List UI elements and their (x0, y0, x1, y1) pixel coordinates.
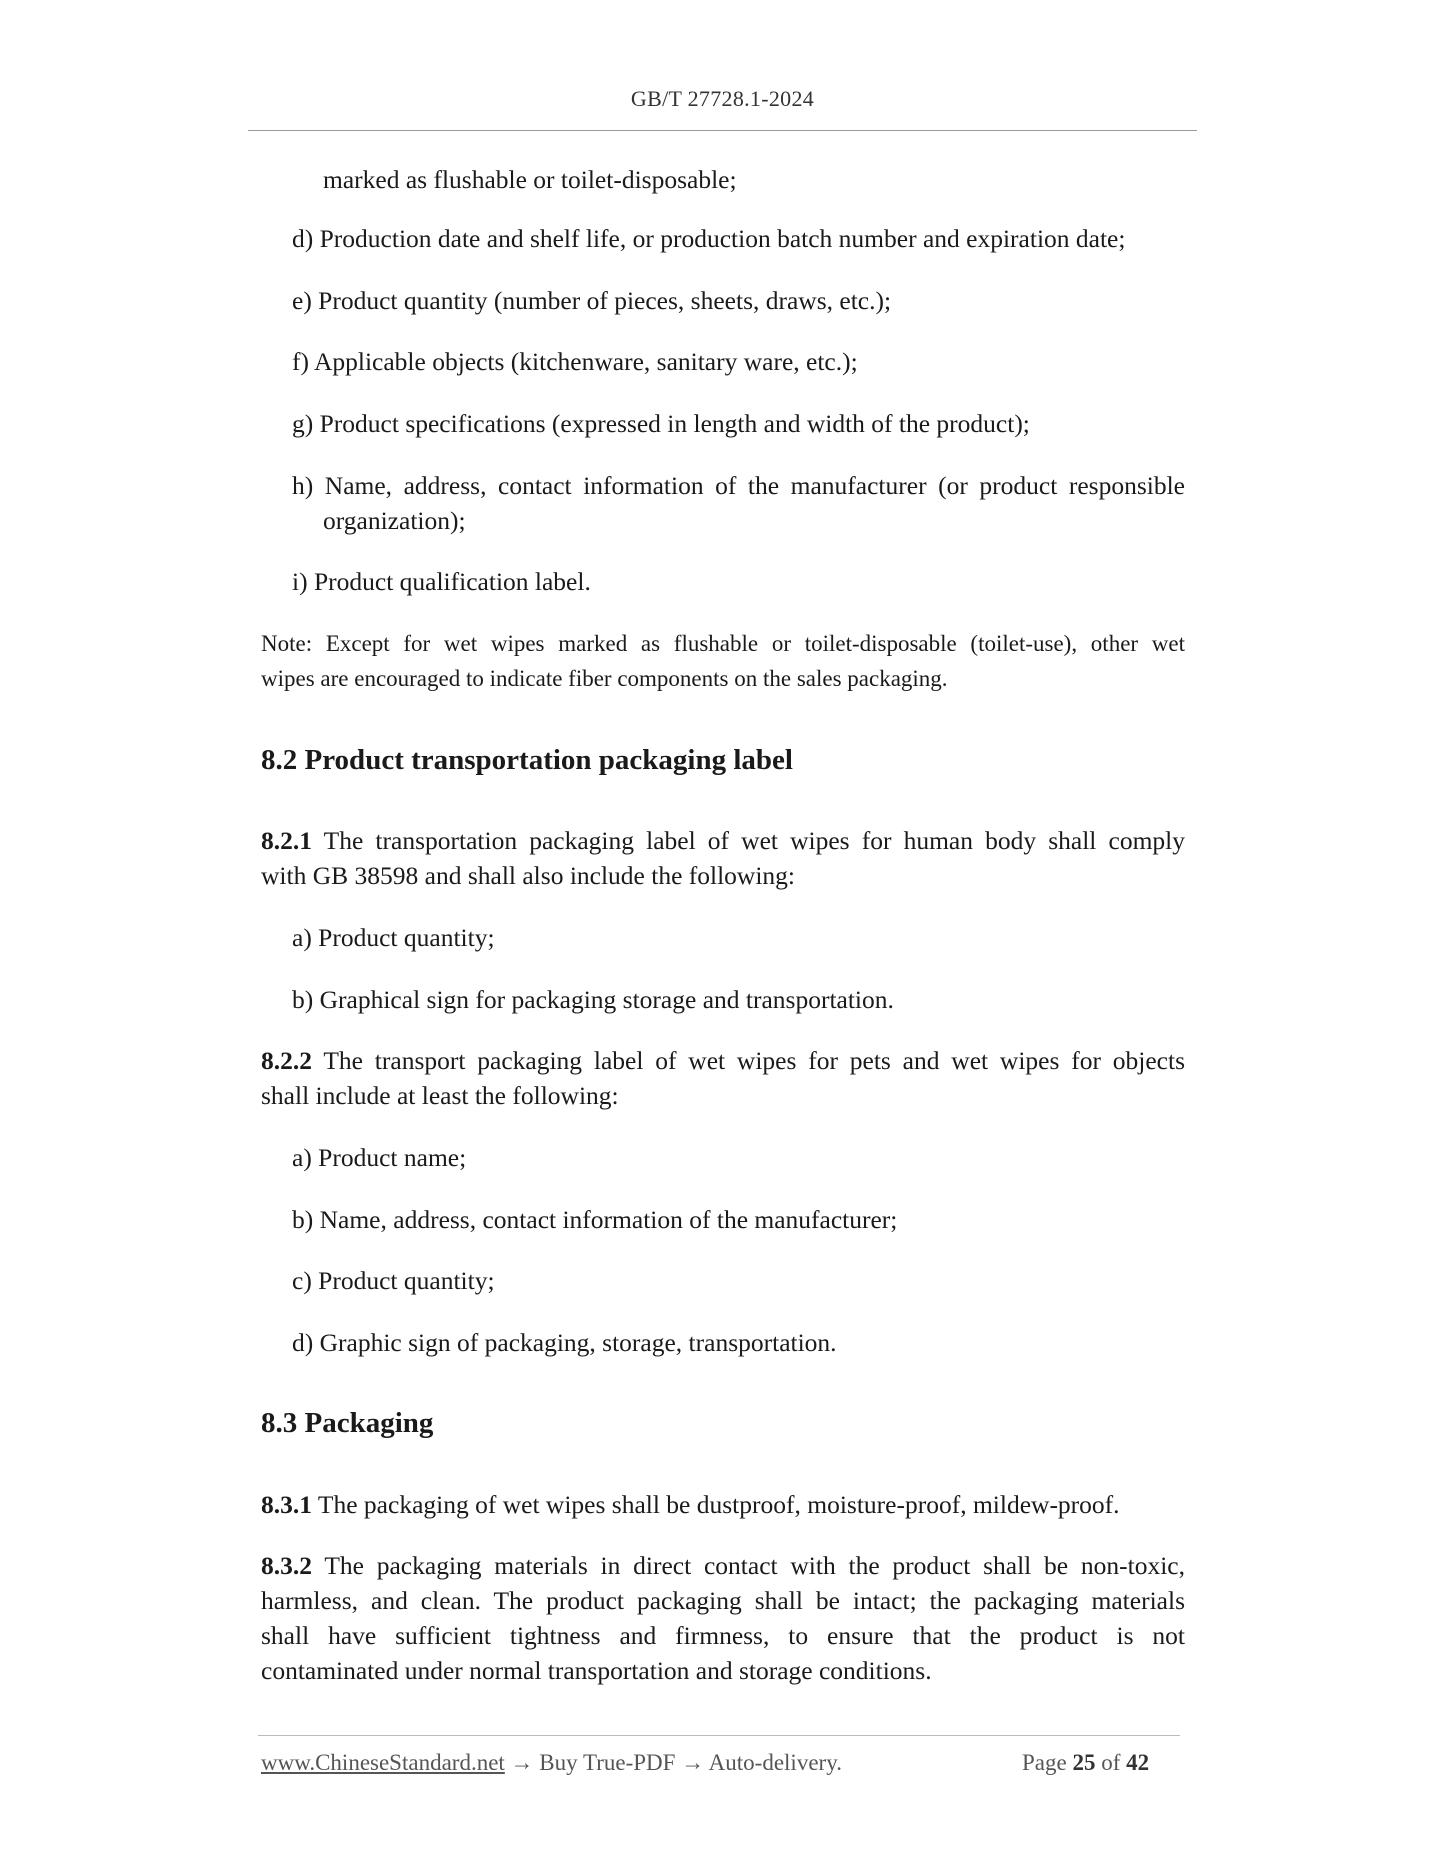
section-heading-8-2: 8.2 Product transportation packaging label (261, 744, 793, 776)
list-item-h: h) Name, address, contact information of the manufacturer (or product responsible (292, 471, 1185, 500)
list-item-d: d) Graphic sign of packaging, storage, transportation. (292, 1328, 837, 1357)
clause-8-3-2-line-1 (261, 1548, 1185, 1583)
list-item-continuation: marked as flushable or toilet-disposable; (323, 165, 737, 194)
clause-number: 8.2.1 (261, 826, 312, 855)
page-label: Page (1022, 1750, 1067, 1775)
section-heading-8-3: 8.3 Packaging (261, 1407, 434, 1439)
current-page: 25 (1072, 1750, 1096, 1775)
page-number (1022, 1750, 1149, 1776)
list-item-i: i) Product qualification label. (292, 567, 591, 596)
arrow-right-icon: → (681, 1750, 705, 1775)
clause-number: 8.2.2 (261, 1046, 312, 1075)
footer-promo (261, 1750, 842, 1776)
list-item-a: a) Product quantity; (292, 923, 495, 952)
list-item-b: b) Name, address, contact information of the manufacturer; (292, 1205, 898, 1234)
note-line-1: Note: Except for wet wipes marked as flushable or toilet-disposable (toilet-use), other wet (261, 631, 1185, 656)
clause-number: 8.3.1 (261, 1490, 312, 1519)
clause-8-3-2-line-3: shall have sufficient tightness and firmness, to ensure that the product is not (261, 1621, 1185, 1650)
list-item-d: d) Production date and shelf life, or production batch number and expiration date; (292, 224, 1126, 253)
list-item-f: f) Applicable objects (kitchenware, sanitary ware, etc.); (292, 347, 858, 376)
note-line-2: wipes are encouraged to indicate fiber components on the sales packaging. (261, 666, 948, 691)
page-header-doc-id: GB/T 27728.1-2024 (630, 86, 815, 111)
clause-8-3-1 (261, 1487, 1120, 1522)
clause-text: The packaging of wet wipes shall be dustproof, moisture-proof, mildew-proof. (312, 1490, 1120, 1519)
clause-text: The transport packaging label of wet wipes for pets and wet wipes for objects (312, 1046, 1185, 1075)
website-link[interactable]: www.ChineseStandard.net (261, 1750, 505, 1775)
auto-delivery-text: Auto-delivery. (708, 1750, 842, 1775)
list-item-a: a) Product name; (292, 1143, 467, 1172)
header-divider (248, 130, 1197, 131)
clause-8-2-2-line-1 (261, 1043, 1185, 1078)
list-item-e: e) Product quantity (number of pieces, sheets, draws, etc.); (292, 286, 892, 315)
clause-number: 8.3.2 (261, 1551, 312, 1580)
clause-text: The transportation packaging label of wet wipes for human body shall comply (312, 826, 1185, 855)
list-item-h-continuation: organization); (323, 506, 466, 535)
list-item-c: c) Product quantity; (292, 1266, 495, 1295)
total-pages: 42 (1126, 1750, 1150, 1775)
clause-text: The packaging materials in direct contact with the product shall be non-toxic, (312, 1551, 1185, 1580)
footer-divider (258, 1735, 1180, 1736)
buy-pdf-text: Buy True-PDF (539, 1750, 676, 1775)
clause-8-2-1-line-1 (261, 823, 1185, 858)
clause-8-3-2-line-4: contaminated under normal transportation and storage conditions. (261, 1656, 932, 1685)
clause-8-2-2-line-2: shall include at least the following: (261, 1081, 619, 1110)
list-item-b: b) Graphical sign for packaging storage and transportation. (292, 985, 894, 1014)
clause-8-3-2-line-2: harmless, and clean. The product packaging shall be intact; the packaging materials (261, 1586, 1185, 1615)
list-item-g: g) Product specifications (expressed in length and width of the product); (292, 409, 1030, 438)
arrow-right-icon: → (510, 1750, 534, 1775)
of-label: of (1101, 1750, 1121, 1775)
clause-8-2-1-line-2: with GB 38598 and shall also include the following: (261, 861, 796, 890)
